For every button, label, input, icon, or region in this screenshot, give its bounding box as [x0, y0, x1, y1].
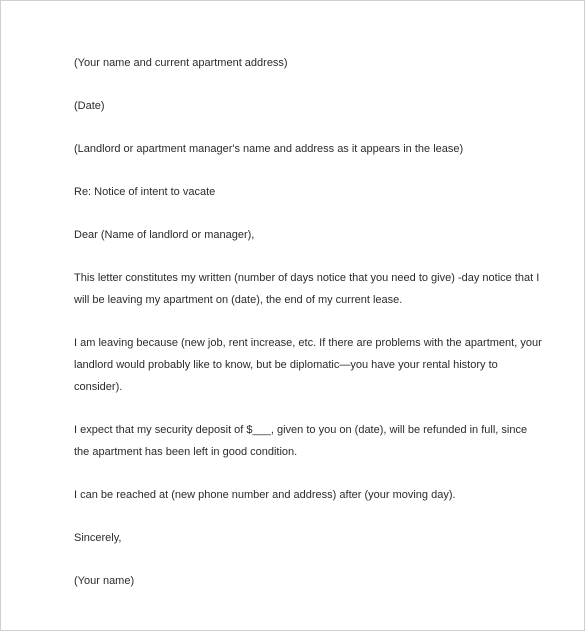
recipient-address: (Landlord or apartment manager's name and address as it appears in the lease) — [74, 143, 464, 155]
closing: Sincerely, — [74, 532, 122, 544]
letter-body — [74, 52, 544, 613]
signature: (Your name) — [74, 575, 135, 587]
deposit-paragraph: I expect that my security deposit of $___, given to you on (date), will be refunded in full, since the apartment has been left in good condition. — [74, 424, 531, 458]
letter-date: (Date) — [74, 100, 105, 112]
salutation: Dear (Name of landlord or manager), — [74, 229, 255, 241]
subject-line: Re: Notice of intent to vacate — [74, 186, 216, 198]
reason-paragraph: I am leaving because (new job, rent increase, etc. If there are problems with the apartment, your landlord would probably like to know, but be diplomatic—you have your rental history to consider). — [74, 337, 545, 393]
notice-paragraph: This letter constitutes my written (number of days notice that you need to give) -day notice that I will be leaving my apartment on (date), the end of my current lease. — [74, 272, 543, 306]
sender-address: (Your name and current apartment address) — [74, 57, 288, 69]
contact-paragraph: I can be reached at (new phone number and address) after (your moving day). — [74, 489, 456, 501]
